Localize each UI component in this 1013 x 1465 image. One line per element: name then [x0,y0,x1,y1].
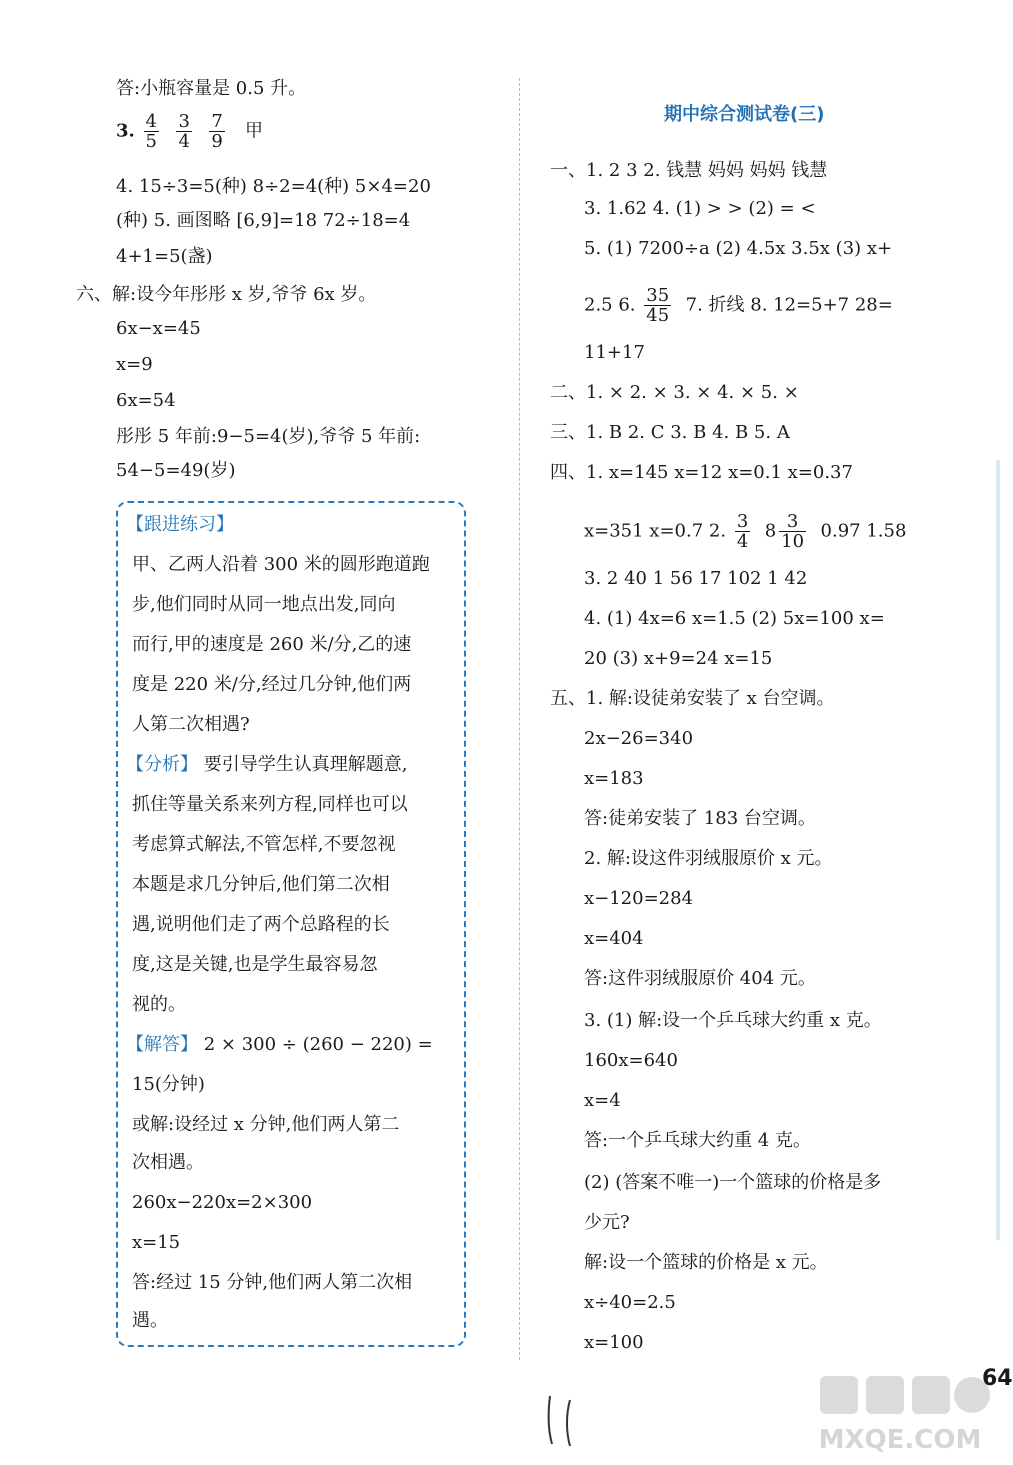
text-line: 次相遇。 [132,1152,204,1173]
text-line: 步,他们同时从同一地点出发,同向 [132,594,396,615]
answer-line: 少元? [584,1212,630,1233]
page-number: 64 [982,1366,1013,1391]
text-line: 度是 220 米/分,经过几分钟,他们两 [132,674,412,695]
answer-line: 解:设一个篮球的价格是 x 元。 [584,1252,828,1273]
edge-band [996,460,1000,1240]
fraction: $\frac{3}{4}$ [178,111,190,152]
answer-line: 2.5 6. $\frac{35}{45}$ 7. 折线 8. 12=5+7 28= [584,285,893,326]
section-6-heading: 六、解:设今年彤彤 x 岁,爷爷 6x 岁。 [76,284,377,305]
svg-text:MXQE.COM: MXQE.COM [818,1425,982,1455]
text-line: 人第二次相遇? [132,714,250,735]
text-line: 遇,说明他们走了两个总路程的长 [132,914,390,935]
text-line: 54−5=49(岁) [116,460,236,481]
text-line: 而行,甲的速度是 260 米/分,乙的速 [132,634,412,655]
equation-line: x=183 [584,768,644,789]
answer-line: 答:徒弟安装了 183 台空调。 [584,808,816,829]
equation-line: x=404 [584,928,644,949]
text-line: 本题是求几分钟后,他们第二次相 [132,874,390,895]
equation-line: x÷40=2.5 [584,1292,676,1313]
handwriting-mark-icon [540,1390,600,1450]
answer-line: 三、1. B 2. C 3. B 4. B 5. A [550,422,790,443]
equation-line: 160x=640 [584,1050,678,1071]
text-line: 或解:设经过 x 分钟,他们两人第二 [132,1114,400,1135]
text-line: 抓住等量关系来列方程,同样也可以 [132,794,408,815]
fraction: $\frac{35}{45}$ [646,285,670,326]
text-line: 遇。 [132,1310,168,1331]
answer-line: 二、1. × 2. × 3. × 4. × 5. × [550,382,799,403]
analysis-tag: 【分析】 [126,754,198,775]
text-line: 甲、乙两人沿着 300 米的圆形跑道跑 [132,554,430,575]
equation-line: x=15 [132,1232,181,1253]
equation-line: 2x−26=340 [584,728,694,749]
answer-line: 11+17 [584,342,645,363]
fraction: $\frac{4}{5}$ [145,111,157,152]
page-title: 期中综合测试卷(三) [664,104,825,125]
answer-line: 5. (1) 7200÷a (2) 4.5x 3.5x (3) x+ [584,238,893,259]
answer-line: 答:小瓶容量是 0.5 升。 [116,78,307,99]
answer-line: 一、1. 2 3 2. 钱慧 妈妈 妈妈 钱慧 [550,160,828,181]
answer-line: 答:这件羽绒服原价 404 元。 [584,968,816,989]
answer-line: (2) (答案不唯一)一个篮球的价格是多 [584,1172,882,1193]
answer-line: 四、1. x=145 x=12 x=0.1 x=0.37 [550,462,853,483]
answer-line: 3. (1) 解:设一个乒乓球大约重 x 克。 [584,1010,882,1031]
equation-line: 6x=54 [116,390,176,411]
text-line: 15(分钟) [132,1074,205,1095]
fraction: $\frac{3}{4}$ [736,511,749,552]
answer-line: 2. 解:设这件羽绒服原价 x 元。 [584,848,833,869]
equation-line: x=100 [584,1332,644,1353]
equation-line: 6x−x=45 [116,318,201,339]
text-line: 度,这是关键,也是学生最容易忽 [132,954,378,975]
column-divider [519,78,520,1360]
answer-tag: 【解答】 [126,1034,198,1055]
answer-line: 3. 2 40 1 56 17 102 1 42 [584,568,808,589]
answer-line: 五、1. 解:设徒弟安装了 x 台空调。 [550,688,835,709]
answer-line: 3. 1.62 4. (1) > > (2) = < [584,198,816,219]
text-line: 答:经过 15 分钟,他们两人第二次相 [132,1272,413,1293]
analysis-line: 【分析】 要引导学生认真理解题意, [126,754,408,775]
equation-line: x−120=284 [584,888,694,909]
text-line: 视的。 [132,994,186,1015]
answer-line: x=351 x=0.7 2. $\frac{3}{4}$ 8 $\frac{3}{10}$ 0.97 1.58 [584,511,907,552]
watermark-logo-icon [800,1366,1013,1465]
text-line: 彤彤 5 年前:9−5=4(岁),爷爷 5 年前: [116,426,421,447]
q4-line-c: 4+1=5(盏) [116,246,213,267]
answer-line: 4. (1) 4x=6 x=1.5 (2) 5x=100 x= [584,608,885,629]
q3-line: 3. $\frac{4}{5}$ $\frac{3}{4}$ $\frac{7}{9}$ 甲 [116,111,263,152]
equation-line: x=9 [116,354,153,375]
equation-line: 260x−220x=2×300 [132,1192,313,1213]
answer-line: 20 (3) x+9=24 x=15 [584,648,773,669]
text-line: 考虑算式解法,不管怎样,不要忽视 [132,834,396,855]
equation-line: x=4 [584,1090,621,1111]
answer-line: 【解答】 2 × 300 ÷ (260 − 220) = [126,1034,433,1055]
q4-line-a: 4. 15÷3=5(种) 8÷2=4(种) 5×4=20 [116,176,431,197]
answer-line: 答:一个乒乓球大约重 4 克。 [584,1130,811,1151]
fraction: $\frac{7}{9}$ [211,111,223,152]
fraction: $\frac{3}{10}$ [781,511,805,552]
q4-line-b: (种) 5. 画图略 [6,9]=18 72÷18=4 [116,210,411,231]
practice-tag: 【跟进练习】 [126,514,234,535]
